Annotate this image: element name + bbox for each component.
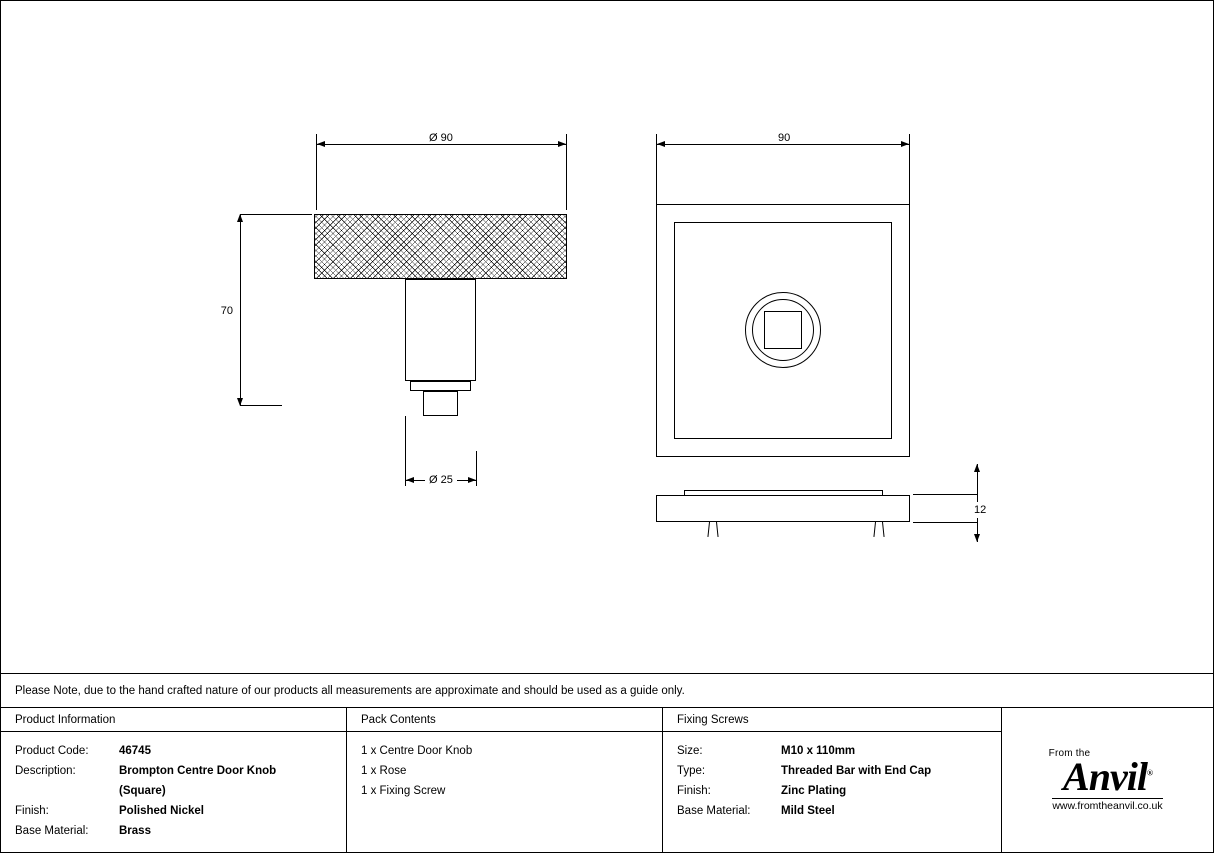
column-logo xyxy=(1002,708,1213,852)
product-information-heading: Product Information xyxy=(1,708,346,732)
screw-finish-value: Zinc Plating xyxy=(781,785,847,797)
dim-arrow-rose-left xyxy=(657,141,665,147)
dim-ext-line-depth-bottom xyxy=(913,522,977,523)
finish-label: Finish: xyxy=(15,805,49,817)
dim-arrow-stem-left xyxy=(406,477,414,483)
description-value-line2: (Square) xyxy=(119,785,166,797)
screw-base-material-value: Mild Steel xyxy=(781,805,835,817)
rose-side-edge-left xyxy=(684,490,685,496)
registered-mark: ® xyxy=(1146,768,1152,778)
product-information-body xyxy=(1,732,346,841)
description-label: Description: xyxy=(15,765,76,777)
fixing-screws-heading: Fixing Screws xyxy=(663,708,1001,732)
dim-label-knob-height: 70 xyxy=(217,303,237,319)
screw-finish-label: Finish: xyxy=(677,785,711,797)
screw-type-label: Type: xyxy=(677,765,706,777)
rose-centre-square xyxy=(764,311,802,349)
dim-arrow-up xyxy=(237,214,243,222)
fixing-screws-body xyxy=(663,732,1001,821)
list-item: 1 x Fixing Screw xyxy=(361,785,446,797)
dim-ext-line-right xyxy=(566,134,567,210)
table-row xyxy=(15,821,346,841)
logo-wordmark: Anvil xyxy=(1063,753,1147,799)
dim-ext-line-depth-top xyxy=(913,494,977,495)
column-product-information xyxy=(1,708,347,852)
logo-top-text: From the xyxy=(1048,747,1091,759)
rose-side-edge-right xyxy=(882,490,883,496)
dim-line-knob-height xyxy=(240,214,241,406)
knob-stem-collar xyxy=(410,381,471,391)
base-material-value: Brass xyxy=(119,825,151,837)
description-value: Brompton Centre Door Knob xyxy=(119,765,277,777)
table-row xyxy=(677,781,1001,801)
product-code-value: 46745 xyxy=(119,745,151,757)
rose-fixing-pin-right-2 xyxy=(882,522,885,537)
brand-logo xyxy=(1048,747,1163,812)
rose-fixing-pin-left-2 xyxy=(716,522,719,537)
dim-ext-line-top xyxy=(240,214,312,215)
screw-base-material-label: Base Material: xyxy=(677,805,751,817)
pack-contents-body xyxy=(347,732,662,801)
dim-arrow-depth-down xyxy=(974,534,980,542)
screw-size-value: M10 x 110mm xyxy=(781,745,856,757)
table-row xyxy=(15,741,346,761)
dim-line-knob-width xyxy=(316,144,567,145)
info-table xyxy=(1,707,1213,852)
screw-size-label: Size: xyxy=(677,745,703,757)
measurement-note xyxy=(1,673,1213,707)
knob-head-knurled xyxy=(314,214,567,279)
dim-arrow-left xyxy=(317,141,325,147)
dim-arrow-depth-up xyxy=(974,464,980,472)
pack-contents-heading: Pack Contents xyxy=(347,708,662,732)
base-material-label: Base Material: xyxy=(15,825,89,837)
table-row xyxy=(677,741,1001,761)
column-fixing-screws xyxy=(663,708,1002,852)
table-row xyxy=(677,761,1001,781)
product-code-label: Product Code: xyxy=(15,745,89,757)
column-pack-contents xyxy=(347,708,663,852)
table-row xyxy=(15,761,346,781)
table-row xyxy=(15,801,346,821)
dim-ext-line-bottom xyxy=(240,405,282,406)
rose-side-profile xyxy=(656,495,910,522)
dim-label-rose-depth: 12 xyxy=(971,502,989,518)
rose-fixing-pin-right xyxy=(873,522,876,537)
dim-ext-line-stem-left xyxy=(405,416,406,486)
dim-arrow-stem-right xyxy=(468,477,476,483)
rose-fixing-pin-left xyxy=(707,522,710,537)
measurement-note-text: Please Note, due to the hand crafted nature of our products all measurements are approximate and should be used as a guide only. xyxy=(15,684,685,697)
dim-arrow-right xyxy=(558,141,566,147)
dim-label-knob-width: Ø 90 xyxy=(423,132,459,144)
dim-arrow-rose-right xyxy=(901,141,909,147)
finish-value: Polished Nickel xyxy=(119,805,205,817)
list-item: 1 x Rose xyxy=(361,765,407,777)
dim-label-stem-dia: Ø 25 xyxy=(425,474,457,486)
list-item: 1 x Centre Door Knob xyxy=(361,745,473,757)
logo-main-text xyxy=(1052,753,1162,799)
logo-url: www.fromtheanvil.co.uk xyxy=(1052,799,1163,812)
knob-stem-tip xyxy=(423,391,458,416)
rose-side-top-edge xyxy=(684,490,882,491)
knob-stem xyxy=(405,279,476,381)
dim-label-rose-width: 90 xyxy=(772,132,796,144)
table-row xyxy=(677,801,1001,821)
dim-line-rose-width xyxy=(656,144,910,145)
screw-type-value: Threaded Bar with End Cap xyxy=(781,765,932,777)
